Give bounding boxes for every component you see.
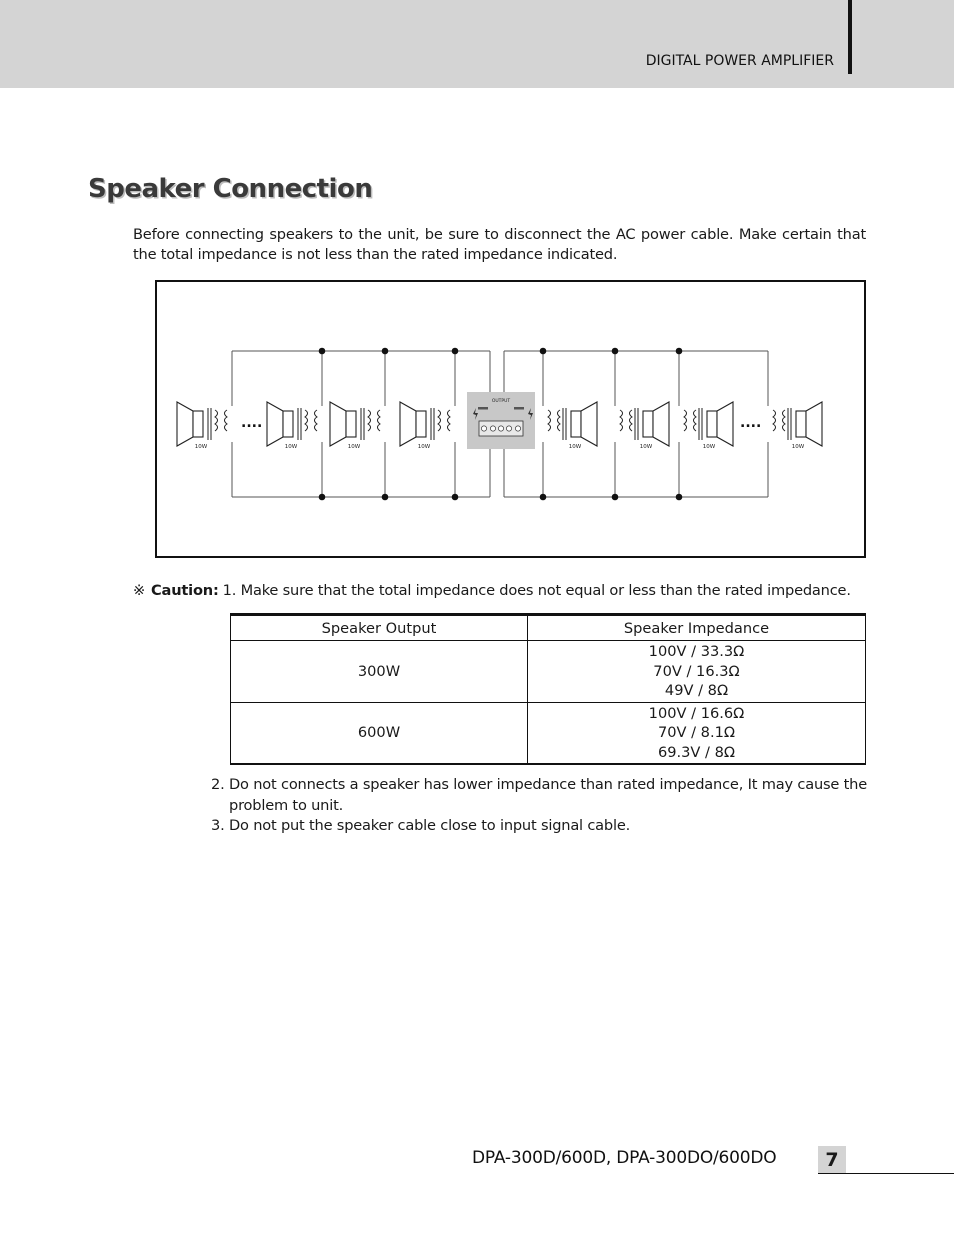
speaker-label: 10W: [194, 444, 208, 450]
footer-model-name: DPA-300D/600D, DPA-300DO/600DO: [472, 1148, 777, 1168]
speaker: [548, 402, 597, 450]
ellipsis-right: ....: [740, 415, 762, 431]
caution-text: 1. Make sure that the total impedance does not equal or less than the rated impedance.: [222, 582, 851, 599]
table-row: [231, 702, 866, 764]
speaker-label: 10W: [417, 444, 431, 450]
speaker: [684, 402, 733, 450]
impedance-value: 100V / 16.6Ω: [648, 704, 745, 722]
speaker-label: 10W: [791, 444, 805, 450]
speaker: [620, 402, 669, 450]
note-text: Do not put the speaker cable close to input signal cable.: [229, 817, 631, 834]
header-divider: [848, 0, 852, 74]
impedance-cell: [528, 641, 866, 703]
speaker-label: 10W: [568, 444, 582, 450]
notes-list: [211, 775, 867, 837]
speaker-label: 10W: [702, 444, 716, 450]
output-cell: 600W: [231, 702, 528, 764]
note-text: Do not connects a speaker has lower impedance than rated impedance, It may cause the problem to unit.: [229, 776, 867, 814]
note-number: 2.: [211, 776, 225, 793]
impedance-value: 100V / 33.3Ω: [648, 643, 745, 660]
column-header: Speaker Impedance: [528, 615, 866, 641]
speaker-label: 10W: [347, 444, 361, 450]
speaker: [330, 402, 380, 450]
speaker: [400, 402, 450, 450]
column-header: Speaker Output: [231, 615, 528, 641]
intro-paragraph: Before connecting speakers to the unit, be sure to disconnect the AC power cable. Make certain that the total impedance is not less than the rated impedance indicated.: [133, 226, 866, 263]
ellipsis-left: ....: [241, 415, 263, 431]
terminal-label: OUTPUT: [491, 399, 511, 404]
impedance-value: 69.3V / 8Ω: [657, 743, 736, 761]
speaker-connection-diagram: [155, 280, 866, 558]
impedance-cell: [528, 702, 866, 764]
output-terminal: [467, 392, 535, 449]
speaker: [773, 402, 822, 450]
wiring-diagram-svg: [157, 282, 864, 556]
reference-mark-icon: ※: [133, 582, 146, 599]
header-title: DIGITAL POWER AMPLIFIER: [645, 53, 834, 69]
header-band: [0, 0, 954, 88]
caution-label: Caution:: [151, 582, 219, 599]
impedance-value: 49V / 8Ω: [664, 682, 729, 699]
output-cell: 300W: [231, 641, 528, 703]
list-item: [211, 775, 867, 816]
footer-divider: [818, 1173, 954, 1174]
speaker-label: 10W: [284, 444, 298, 450]
impedance-table: [230, 613, 866, 765]
speaker: [177, 402, 227, 450]
page-title: Speaker Connection: [88, 174, 373, 204]
list-item: [211, 816, 867, 837]
note-number: 3.: [211, 817, 225, 834]
table-row: [231, 641, 866, 703]
caution-line: [133, 582, 851, 599]
page-number: 7: [818, 1146, 846, 1174]
speaker-label: 10W: [639, 444, 653, 450]
table-header-row: [231, 615, 866, 641]
impedance-value: 70V / 16.3Ω: [653, 662, 740, 680]
speaker: [267, 402, 317, 450]
impedance-value: 70V / 8.1Ω: [657, 724, 736, 741]
